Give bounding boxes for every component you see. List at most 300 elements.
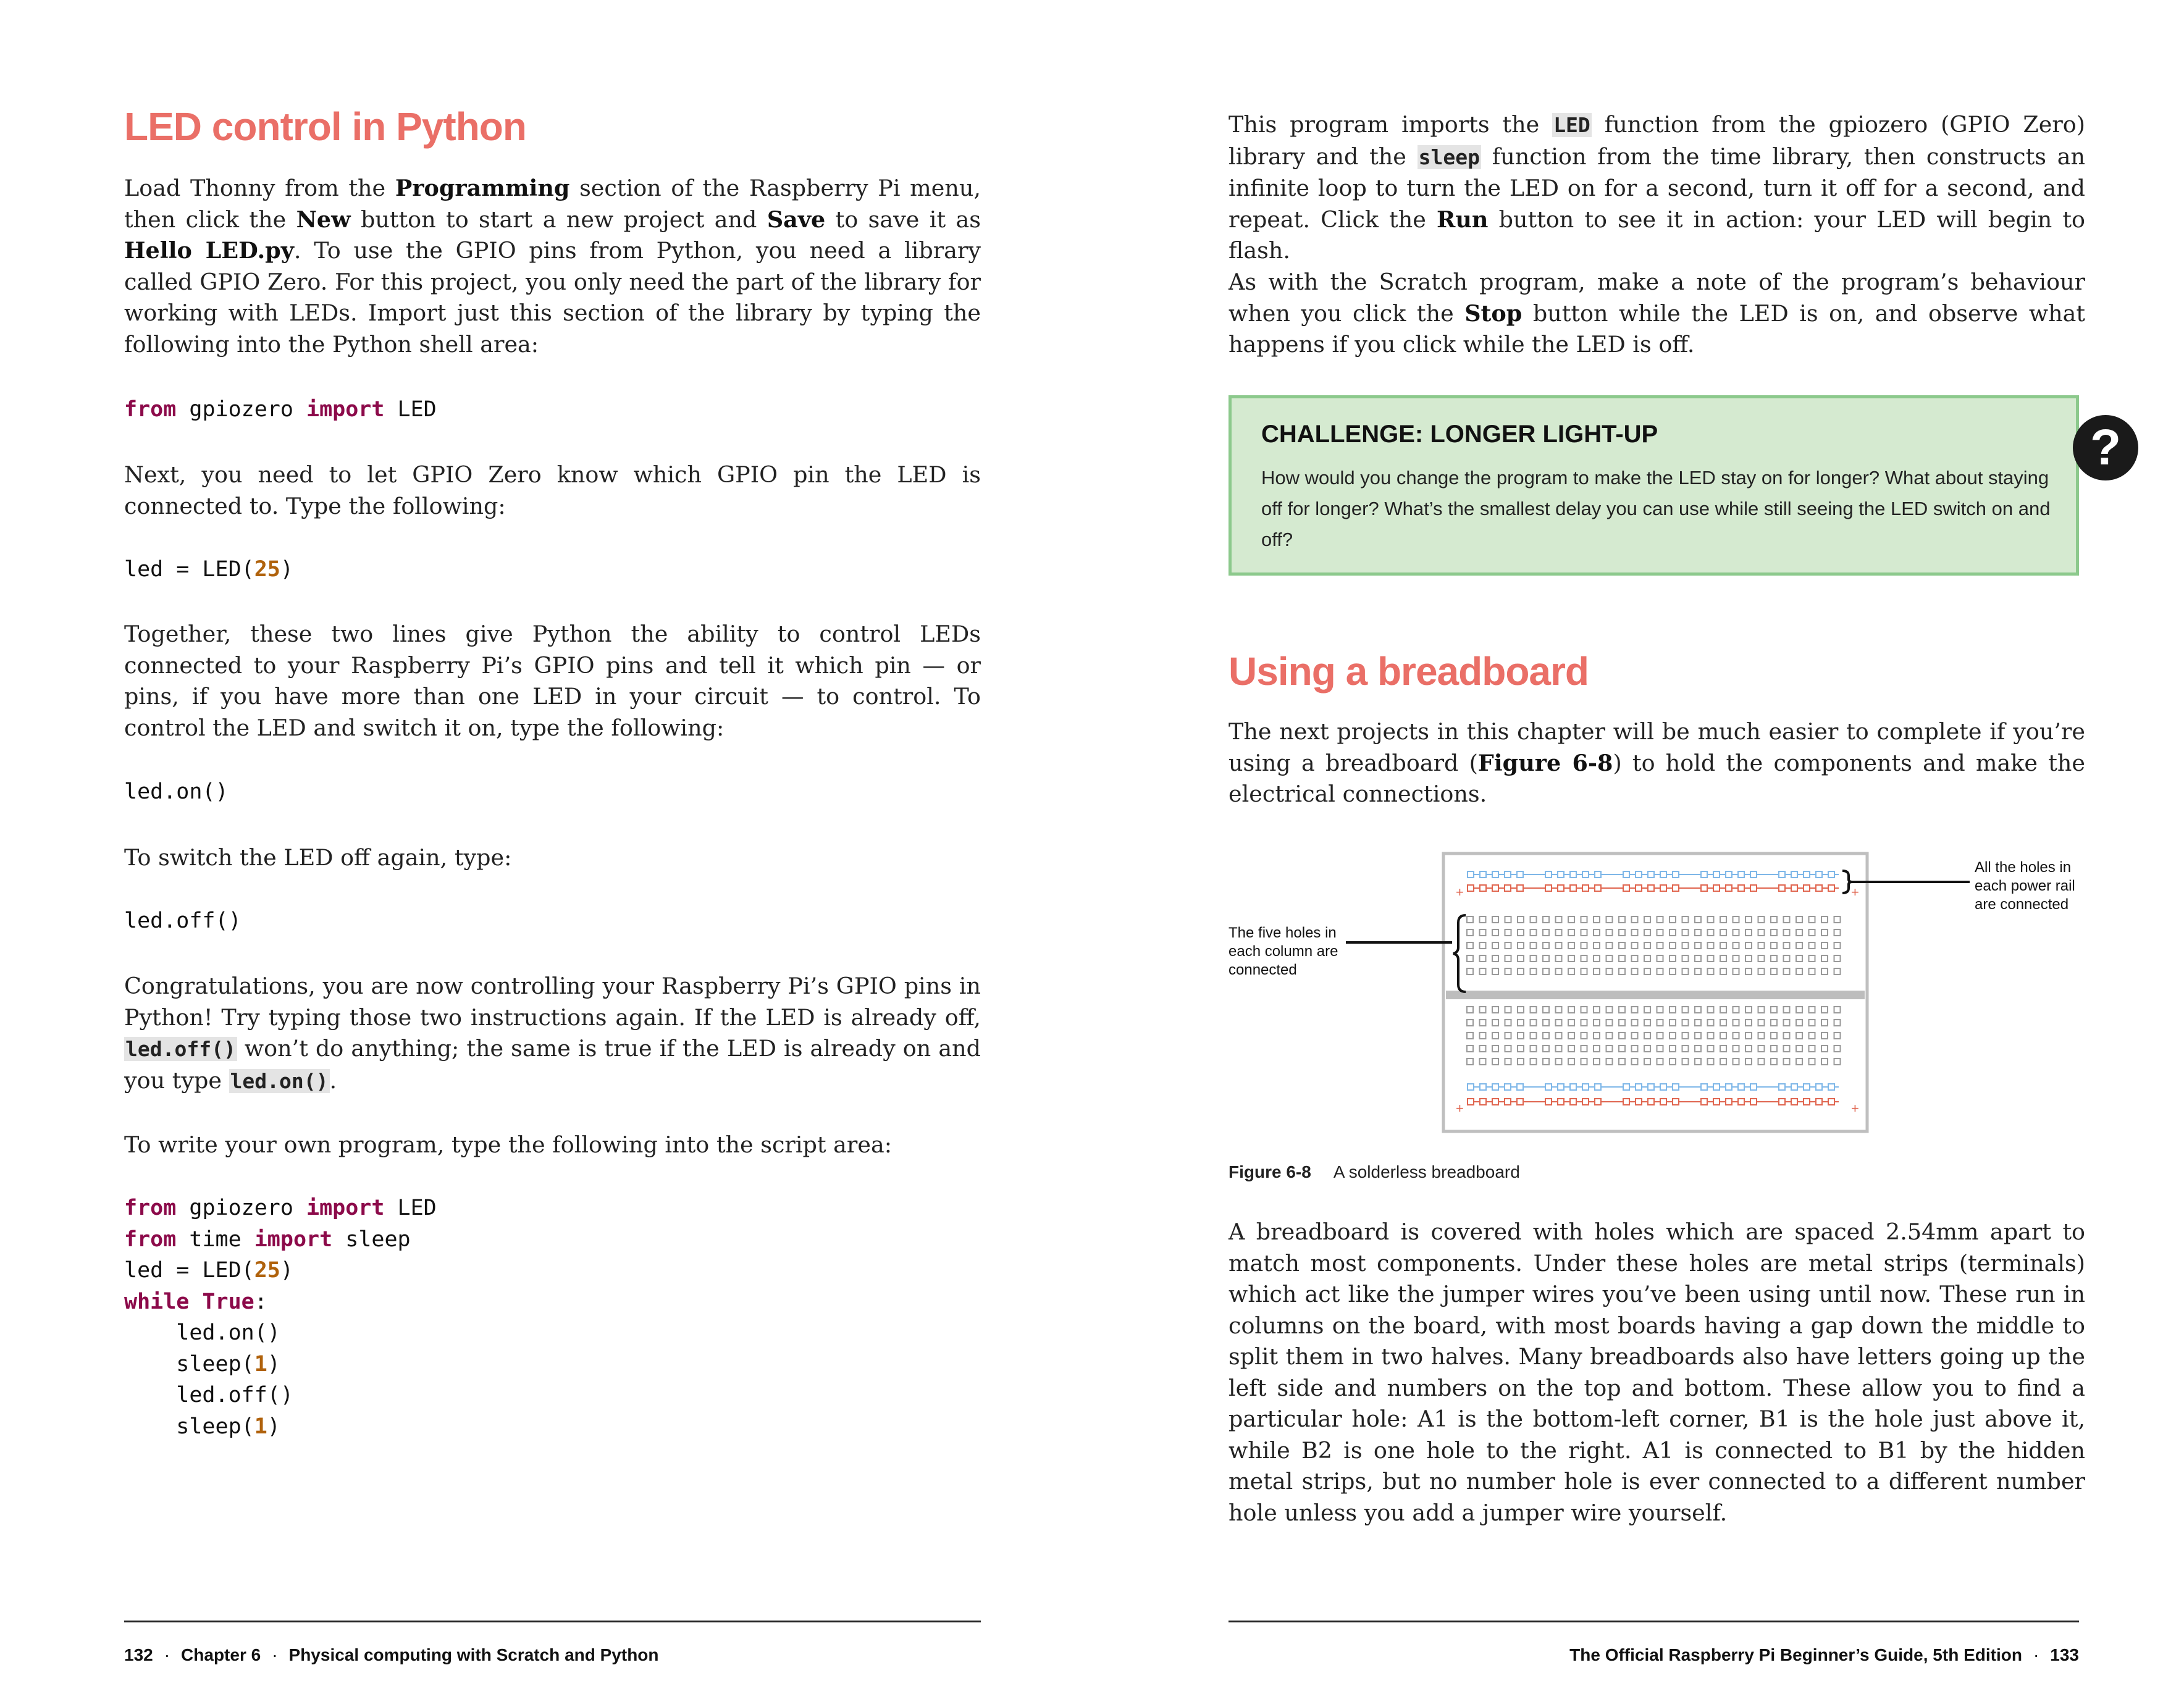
rail-blue-bottom-hole bbox=[1517, 1084, 1523, 1090]
rail-red-top-hole bbox=[1816, 885, 1822, 891]
inline-code: led.off() bbox=[125, 1037, 236, 1061]
rail-blue-bottom-hole bbox=[1750, 1084, 1757, 1090]
terminal-top-hole bbox=[1619, 968, 1625, 975]
terminal-top-hole bbox=[1708, 968, 1714, 975]
terminal-bottom-hole bbox=[1480, 1020, 1486, 1026]
terminal-bottom-hole bbox=[1708, 1059, 1714, 1065]
rail-blue-top-hole bbox=[1517, 871, 1523, 878]
terminal-bottom-hole bbox=[1644, 1033, 1650, 1039]
terminal-bottom-hole bbox=[1682, 1033, 1689, 1039]
terminal-bottom-hole bbox=[1619, 1059, 1625, 1065]
terminal-bottom-hole bbox=[1543, 1020, 1549, 1026]
rail-blue-bottom-hole bbox=[1779, 1084, 1785, 1090]
rail-blue-bottom-hole bbox=[1623, 1084, 1629, 1090]
terminal-bottom-hole bbox=[1758, 1020, 1765, 1026]
terminal-top-hole bbox=[1644, 942, 1650, 949]
rail-red-bottom-hole bbox=[1558, 1099, 1564, 1105]
rail-red-bottom-hole bbox=[1492, 1099, 1498, 1105]
terminal-bottom-hole bbox=[1720, 1046, 1726, 1052]
rail-red-top-hole bbox=[1636, 885, 1642, 891]
terminal-top-hole bbox=[1606, 968, 1613, 975]
paragraph-together: Together, these two lines give Python the ability to control LEDs connected to your Raspberry Pi’s GPIO pins and tell it which pin — or pins, if you have more than one LED in your circuit — to control. To control the LED and switch it on, type the following: bbox=[124, 621, 981, 741]
bold-run: Run bbox=[1437, 206, 1489, 233]
paragraph-next-projects bbox=[1228, 716, 2085, 810]
text-span: . bbox=[329, 1067, 337, 1094]
terminal-bottom-hole bbox=[1543, 1059, 1549, 1065]
bold-new: New bbox=[296, 206, 351, 233]
terminal-bottom-hole bbox=[1480, 1046, 1486, 1052]
terminal-top-hole bbox=[1467, 968, 1473, 975]
terminal-top-hole bbox=[1568, 968, 1574, 975]
terminal-bottom-hole bbox=[1606, 1046, 1613, 1052]
footer-left bbox=[124, 1645, 659, 1665]
terminal-top-hole bbox=[1480, 942, 1486, 949]
terminal-top-hole bbox=[1821, 968, 1828, 975]
terminal-bottom-hole bbox=[1733, 1059, 1739, 1065]
code-led-pin bbox=[124, 554, 981, 585]
rail-blue-bottom-hole bbox=[1595, 1084, 1601, 1090]
terminal-bottom-hole bbox=[1644, 1007, 1650, 1013]
rail-red-top-hole bbox=[1517, 885, 1523, 891]
plus-marker: + bbox=[1456, 1101, 1464, 1116]
code-line bbox=[124, 1411, 981, 1443]
rail-blue-bottom-hole bbox=[1545, 1084, 1552, 1090]
rail-red-top-hole bbox=[1558, 885, 1564, 891]
terminal-top-hole bbox=[1568, 929, 1574, 936]
terminal-bottom-hole bbox=[1708, 1020, 1714, 1026]
terminal-bottom-hole bbox=[1556, 1007, 1562, 1013]
terminal-top-hole bbox=[1581, 968, 1587, 975]
terminal-bottom-hole bbox=[1581, 1007, 1587, 1013]
terminal-bottom-hole bbox=[1771, 1046, 1777, 1052]
terminal-bottom-hole bbox=[1505, 1020, 1511, 1026]
paragraph-breadboard-holes: A breadboard is covered with holes which are spaced 2.54mm apart to match most components. Under these holes are metal strips (terminals) which act like the jumper wires you’ve been using until now. These run in columns on the board, with most boards having a gap down the middle to split them in two halves. Many breadboards also have letters going up the left side and numbers on the top and bottom. These allow you to find a particular hole: A1 is the bottom-left corner, B1 is the hole just above it, while B2 is one hole to the right. A1 is connected to B1 by the hidden metal strips, but no number hole is ever connected to a different number hole unless you add a jumper wire yourself. bbox=[1228, 1218, 2085, 1526]
rail-blue-top-hole bbox=[1558, 871, 1564, 878]
terminal-top-hole bbox=[1619, 929, 1625, 936]
rail-red-bottom-hole bbox=[1545, 1099, 1552, 1105]
terminal-top-hole bbox=[1670, 955, 1676, 962]
terminal-top-hole bbox=[1809, 929, 1815, 936]
terminal-bottom-hole bbox=[1531, 1046, 1537, 1052]
terminal-bottom-hole bbox=[1531, 1007, 1537, 1013]
terminal-top-hole bbox=[1695, 968, 1701, 975]
terminal-top-hole bbox=[1657, 942, 1663, 949]
rail-blue-bottom-hole bbox=[1726, 1084, 1732, 1090]
terminal-bottom-hole bbox=[1480, 1059, 1486, 1065]
terminal-bottom-hole bbox=[1657, 1007, 1663, 1013]
code-keyword: True bbox=[189, 1289, 254, 1314]
bold-stop: Stop bbox=[1464, 300, 1522, 327]
terminal-bottom-hole bbox=[1632, 1033, 1638, 1039]
code-line bbox=[124, 1193, 981, 1224]
terminal-top-hole bbox=[1821, 942, 1828, 949]
terminal-bottom-hole bbox=[1821, 1020, 1828, 1026]
terminal-bottom-hole bbox=[1480, 1007, 1486, 1013]
terminal-bottom-hole bbox=[1606, 1007, 1613, 1013]
terminal-top-hole bbox=[1784, 942, 1790, 949]
footer-separator: · bbox=[164, 1645, 170, 1664]
rail-red-top-hole bbox=[1713, 885, 1720, 891]
terminal-bottom-hole bbox=[1758, 1046, 1765, 1052]
bold-figure-ref: Figure 6-8 bbox=[1477, 749, 1613, 776]
terminal-top-hole bbox=[1771, 955, 1777, 962]
code-line: led.on() bbox=[124, 1320, 280, 1345]
terminal-bottom-hole bbox=[1505, 1059, 1511, 1065]
terminal-top-hole bbox=[1644, 955, 1650, 962]
terminal-top-hole bbox=[1758, 955, 1765, 962]
rail-blue-top-hole bbox=[1480, 871, 1486, 878]
terminal-bottom-hole bbox=[1695, 1059, 1701, 1065]
terminal-top-hole bbox=[1480, 916, 1486, 923]
challenge-title: CHALLENGE: LONGER LIGHT-UP bbox=[1261, 421, 1658, 448]
terminal-bottom-hole bbox=[1644, 1059, 1650, 1065]
terminal-bottom-hole bbox=[1594, 1020, 1600, 1026]
terminal-top-hole bbox=[1745, 916, 1752, 923]
rail-red-top-hole bbox=[1701, 885, 1707, 891]
text-span: button to start a new project and bbox=[350, 206, 767, 233]
terminal-bottom-hole bbox=[1771, 1007, 1777, 1013]
code-text: gpiozero bbox=[176, 397, 307, 422]
terminal-top-hole bbox=[1632, 929, 1638, 936]
terminal-top-hole bbox=[1809, 955, 1815, 962]
terminal-bottom-hole bbox=[1467, 1020, 1473, 1026]
rail-blue-top-hole bbox=[1791, 871, 1797, 878]
rail-red-top-hole bbox=[1660, 885, 1666, 891]
terminal-bottom-hole bbox=[1784, 1007, 1790, 1013]
rail-blue-bottom-hole bbox=[1701, 1084, 1707, 1090]
code-line bbox=[124, 1349, 981, 1380]
rail-red-bottom-hole bbox=[1505, 1099, 1511, 1105]
terminal-bottom-hole bbox=[1568, 1059, 1574, 1065]
terminal-top-hole bbox=[1771, 916, 1777, 923]
figure-label-columns: The five holes in each column are connected bbox=[1228, 925, 1338, 978]
terminal-top-hole bbox=[1518, 942, 1524, 949]
rail-blue-top-hole bbox=[1545, 871, 1552, 878]
terminal-top-hole bbox=[1581, 916, 1587, 923]
page-number: 133 bbox=[2050, 1645, 2079, 1664]
text-span: As with the Scratch program, make a note of the program’s behaviour when you click the bbox=[1228, 269, 2085, 327]
code-keyword: import bbox=[254, 1227, 333, 1252]
terminal-top-hole bbox=[1670, 916, 1676, 923]
terminal-bottom-hole bbox=[1695, 1007, 1701, 1013]
footer-rule bbox=[124, 1621, 981, 1622]
terminal-top-hole bbox=[1644, 929, 1650, 936]
rail-red-top-hole bbox=[1545, 885, 1552, 891]
terminal-top-hole bbox=[1809, 942, 1815, 949]
code-number: 25 bbox=[254, 1258, 280, 1283]
terminal-top-hole bbox=[1492, 929, 1498, 936]
terminal-top-hole bbox=[1809, 968, 1815, 975]
rail-blue-top-hole bbox=[1582, 871, 1589, 878]
terminal-bottom-hole bbox=[1720, 1007, 1726, 1013]
rail-blue-top-hole bbox=[1804, 871, 1810, 878]
terminal-bottom-hole bbox=[1708, 1007, 1714, 1013]
terminal-top-hole bbox=[1568, 916, 1574, 923]
terminal-top-hole bbox=[1657, 968, 1663, 975]
rail-red-top-hole bbox=[1779, 885, 1785, 891]
text-span: ) to hold the components and make the electrical connections. bbox=[1228, 749, 2086, 807]
terminal-top-hole bbox=[1682, 916, 1689, 923]
challenge-text: How would you change the program to make the LED stay on for longer? What about staying off for longer? What’s the smallest delay you can use while still seeing the LED switch on and off? bbox=[1261, 467, 2051, 550]
terminal-bottom-hole bbox=[1670, 1033, 1676, 1039]
bold-filename: Hello LED.py bbox=[124, 237, 294, 264]
code-led-on: led.on() bbox=[124, 779, 229, 804]
terminal-bottom-hole bbox=[1834, 1033, 1841, 1039]
terminal-bottom-hole bbox=[1568, 1046, 1574, 1052]
rail-blue-bottom-hole bbox=[1816, 1084, 1822, 1090]
terminal-top-hole bbox=[1594, 929, 1600, 936]
terminal-top-hole bbox=[1505, 955, 1511, 962]
paragraph-load-thonny bbox=[124, 173, 981, 360]
terminal-bottom-hole bbox=[1670, 1059, 1676, 1065]
rail-red-top-hole bbox=[1582, 885, 1589, 891]
challenge-box bbox=[1228, 395, 2079, 576]
code-keyword: from bbox=[124, 1227, 177, 1252]
text-span: The next projects in this chapter will be much easier to complete if you’re using a breadboard ( bbox=[1228, 718, 2085, 776]
terminal-bottom-hole bbox=[1720, 1020, 1726, 1026]
code-text: ) bbox=[280, 557, 293, 582]
terminal-bottom-hole bbox=[1784, 1059, 1790, 1065]
rail-red-bottom-hole bbox=[1468, 1099, 1474, 1105]
rail-blue-bottom-hole bbox=[1713, 1084, 1720, 1090]
paragraph-switch-off: To switch the LED off again, type: bbox=[124, 844, 512, 871]
rail-red-top-hole bbox=[1791, 885, 1797, 891]
terminal-top-hole bbox=[1809, 916, 1815, 923]
terminal-bottom-hole bbox=[1758, 1033, 1765, 1039]
rail-red-bottom-hole bbox=[1623, 1099, 1629, 1105]
rail-red-top-hole bbox=[1828, 885, 1834, 891]
terminal-bottom-hole bbox=[1518, 1059, 1524, 1065]
terminal-bottom-hole bbox=[1632, 1020, 1638, 1026]
rail-blue-top-hole bbox=[1570, 871, 1576, 878]
terminal-top-hole bbox=[1796, 968, 1802, 975]
plus-marker: + bbox=[1851, 1101, 1859, 1116]
inline-code: LED bbox=[1553, 113, 1590, 137]
terminal-top-hole bbox=[1682, 942, 1689, 949]
terminal-bottom-hole bbox=[1682, 1020, 1689, 1026]
code-script bbox=[124, 1193, 981, 1442]
rail-red-top-hole bbox=[1623, 885, 1629, 891]
text-span: section of the Raspberry Pi menu, then click the bbox=[124, 175, 981, 233]
terminal-top-hole bbox=[1784, 968, 1790, 975]
terminal-bottom-hole bbox=[1733, 1046, 1739, 1052]
terminal-bottom-hole bbox=[1467, 1033, 1473, 1039]
terminal-bottom-hole bbox=[1644, 1020, 1650, 1026]
terminal-top-hole bbox=[1720, 916, 1726, 923]
code-line bbox=[124, 1286, 981, 1318]
code-text: sleep( bbox=[124, 1351, 254, 1377]
terminal-bottom-hole bbox=[1682, 1007, 1689, 1013]
text-span: This program imports the bbox=[1228, 111, 1553, 138]
rail-blue-top-hole bbox=[1505, 871, 1511, 878]
terminal-top-hole bbox=[1492, 916, 1498, 923]
rail-red-bottom-hole bbox=[1660, 1099, 1666, 1105]
terminal-top-hole bbox=[1682, 968, 1689, 975]
rail-blue-bottom-hole bbox=[1570, 1084, 1576, 1090]
terminal-top-hole bbox=[1784, 916, 1790, 923]
terminal-top-hole bbox=[1505, 968, 1511, 975]
terminal-bottom-hole bbox=[1771, 1020, 1777, 1026]
terminal-top-hole bbox=[1733, 916, 1739, 923]
figure-label-power-rail: All the holes in each power rail are connected bbox=[1975, 859, 2075, 913]
terminal-top-hole bbox=[1518, 968, 1524, 975]
terminal-top-hole bbox=[1821, 916, 1828, 923]
rail-red-bottom-hole bbox=[1517, 1099, 1523, 1105]
rail-blue-top-hole bbox=[1713, 871, 1720, 878]
code-text: time bbox=[176, 1227, 254, 1252]
terminal-top-hole bbox=[1670, 929, 1676, 936]
terminal-bottom-hole bbox=[1720, 1059, 1726, 1065]
terminal-bottom-hole bbox=[1619, 1020, 1625, 1026]
terminal-top-hole bbox=[1708, 916, 1714, 923]
terminal-top-hole bbox=[1720, 929, 1726, 936]
rail-blue-top-hole bbox=[1468, 871, 1474, 878]
terminal-top-hole bbox=[1821, 929, 1828, 936]
text-span: function from the time library, then constructs an infinite loop to turn the LED on for a second, turn it off for a second, and repeat. Click the bbox=[1228, 143, 2085, 233]
terminal-top-hole bbox=[1606, 955, 1613, 962]
code-keyword: from bbox=[124, 397, 177, 422]
terminal-top-hole bbox=[1467, 916, 1473, 923]
terminal-bottom-hole bbox=[1480, 1033, 1486, 1039]
code-text: : bbox=[254, 1289, 267, 1314]
terminal-bottom-hole bbox=[1657, 1033, 1663, 1039]
terminal-bottom-hole bbox=[1657, 1046, 1663, 1052]
terminal-bottom-hole bbox=[1556, 1020, 1562, 1026]
heading-led-control: LED control in Python bbox=[124, 104, 526, 149]
rail-blue-bottom-hole bbox=[1582, 1084, 1589, 1090]
breadboard-figure bbox=[1228, 851, 2079, 1141]
terminal-bottom-hole bbox=[1581, 1020, 1587, 1026]
footer-title: The Official Raspberry Pi Beginner’s Guide, 5th Edition bbox=[1569, 1645, 2022, 1664]
rail-blue-bottom-hole bbox=[1673, 1084, 1679, 1090]
terminal-bottom-hole bbox=[1543, 1046, 1549, 1052]
rail-red-bottom-hole bbox=[1713, 1099, 1720, 1105]
terminal-top-hole bbox=[1834, 929, 1841, 936]
terminal-bottom-hole bbox=[1796, 1033, 1802, 1039]
terminal-top-hole bbox=[1581, 942, 1587, 949]
rail-red-top-hole bbox=[1468, 885, 1474, 891]
terminal-bottom-hole bbox=[1809, 1046, 1815, 1052]
terminal-top-hole bbox=[1771, 929, 1777, 936]
rail-red-bottom-hole bbox=[1726, 1099, 1732, 1105]
code-number: 1 bbox=[254, 1351, 267, 1377]
rail-blue-top-hole bbox=[1738, 871, 1744, 878]
terminal-bottom-hole bbox=[1834, 1059, 1841, 1065]
terminal-top-hole bbox=[1467, 929, 1473, 936]
terminal-bottom-hole bbox=[1632, 1059, 1638, 1065]
terminal-top-hole bbox=[1556, 916, 1562, 923]
rail-blue-bottom-hole bbox=[1558, 1084, 1564, 1090]
paragraph-next: Next, you need to let GPIO Zero know which GPIO pin the LED is connected to. Type the following: bbox=[124, 461, 981, 519]
terminal-bottom-hole bbox=[1619, 1033, 1625, 1039]
terminal-top-hole bbox=[1784, 955, 1790, 962]
code-text: ) bbox=[267, 1351, 280, 1377]
terminal-top-hole bbox=[1594, 955, 1600, 962]
terminal-bottom-hole bbox=[1556, 1033, 1562, 1039]
code-number: 25 bbox=[254, 557, 280, 582]
terminal-top-hole bbox=[1733, 929, 1739, 936]
paragraph-write-program: To write your own program, type the following into the script area: bbox=[124, 1131, 892, 1158]
terminal-bottom-hole bbox=[1531, 1020, 1537, 1026]
terminal-bottom-hole bbox=[1834, 1046, 1841, 1052]
terminal-top-hole bbox=[1467, 955, 1473, 962]
terminal-top-hole bbox=[1758, 929, 1765, 936]
rail-blue-top-hole bbox=[1673, 871, 1679, 878]
rail-blue-bottom-hole bbox=[1791, 1084, 1797, 1090]
code-text: LED bbox=[384, 397, 437, 422]
terminal-top-hole bbox=[1834, 955, 1841, 962]
rail-blue-bottom-hole bbox=[1648, 1084, 1654, 1090]
code-text: sleep( bbox=[124, 1414, 254, 1439]
terminal-bottom-hole bbox=[1796, 1046, 1802, 1052]
terminal-bottom-hole bbox=[1784, 1046, 1790, 1052]
rail-red-top-hole bbox=[1570, 885, 1576, 891]
terminal-bottom-hole bbox=[1821, 1059, 1828, 1065]
terminal-top-hole bbox=[1796, 942, 1802, 949]
rail-blue-bottom-hole bbox=[1738, 1084, 1744, 1090]
text-span: button to see it in action: your LED will begin to flash. bbox=[1228, 206, 2086, 264]
rail-red-bottom-hole bbox=[1738, 1099, 1744, 1105]
terminal-bottom-hole bbox=[1708, 1033, 1714, 1039]
terminal-bottom-hole bbox=[1809, 1007, 1815, 1013]
terminal-top-hole bbox=[1834, 916, 1841, 923]
terminal-top-hole bbox=[1594, 916, 1600, 923]
bold-programming: Programming bbox=[395, 175, 570, 201]
rail-red-top-hole bbox=[1726, 885, 1732, 891]
text-span: function from the gpiozero (GPIO Zero) library and the bbox=[1228, 111, 2086, 170]
terminal-bottom-hole bbox=[1784, 1020, 1790, 1026]
terminal-bottom-hole bbox=[1834, 1007, 1841, 1013]
rail-red-bottom-hole bbox=[1791, 1099, 1797, 1105]
rail-red-top-hole bbox=[1804, 885, 1810, 891]
text-span: button while the LED is on, and observe what happens if you click while the LED is off. bbox=[1228, 300, 2085, 358]
caption-number: Figure 6-8 bbox=[1228, 1162, 1311, 1181]
rail-blue-bottom-hole bbox=[1492, 1084, 1498, 1090]
terminal-top-hole bbox=[1745, 968, 1752, 975]
terminal-bottom-hole bbox=[1531, 1033, 1537, 1039]
code-text: ) bbox=[267, 1414, 280, 1439]
terminal-bottom-hole bbox=[1505, 1046, 1511, 1052]
terminal-top-hole bbox=[1682, 955, 1689, 962]
text-span: won’t do anything; the same is true if the LED is already on and you type bbox=[124, 1035, 981, 1094]
rail-blue-top-hole bbox=[1636, 871, 1642, 878]
terminal-top-hole bbox=[1632, 968, 1638, 975]
terminal-bottom-hole bbox=[1467, 1059, 1473, 1065]
terminal-bottom-hole bbox=[1644, 1046, 1650, 1052]
terminal-bottom-hole bbox=[1543, 1033, 1549, 1039]
terminal-top-hole bbox=[1594, 968, 1600, 975]
terminal-bottom-hole bbox=[1505, 1033, 1511, 1039]
code-line bbox=[124, 1255, 981, 1286]
plus-marker: + bbox=[1851, 884, 1859, 900]
rail-blue-top-hole bbox=[1595, 871, 1601, 878]
terminal-bottom-hole bbox=[1492, 1033, 1498, 1039]
terminal-bottom-hole bbox=[1809, 1020, 1815, 1026]
terminal-top-hole bbox=[1720, 955, 1726, 962]
terminal-top-hole bbox=[1821, 955, 1828, 962]
section-led-control bbox=[124, 104, 981, 149]
terminal-top-hole bbox=[1745, 955, 1752, 962]
terminal-top-hole bbox=[1543, 929, 1549, 936]
terminal-top-hole bbox=[1480, 968, 1486, 975]
code-text: gpiozero bbox=[176, 1196, 307, 1220]
code-led-off: led.off() bbox=[124, 908, 242, 933]
footer-title: Physical computing with Scratch and Python bbox=[288, 1645, 659, 1664]
terminal-bottom-hole bbox=[1695, 1033, 1701, 1039]
terminal-bottom-hole bbox=[1568, 1020, 1574, 1026]
inline-code: led.on() bbox=[230, 1068, 329, 1093]
terminal-bottom-hole bbox=[1518, 1046, 1524, 1052]
